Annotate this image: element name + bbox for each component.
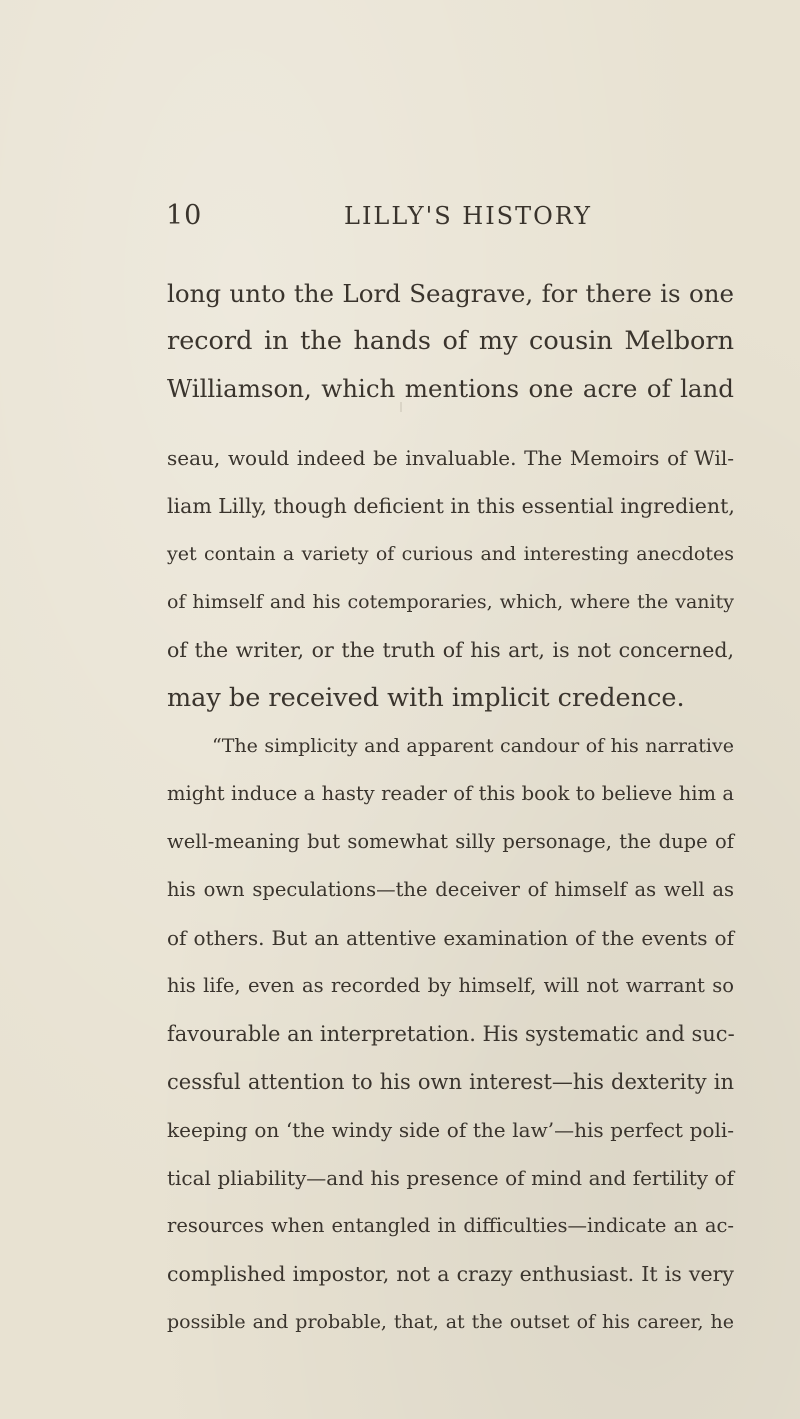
- page-number: 10: [166, 200, 203, 231]
- text-line: record in the hands of my cousin Melborn: [167, 326, 734, 356]
- running-head: LILLY'S HISTORY: [344, 202, 592, 230]
- text-line: “The simplicity and apparent candour of his narrative: [212, 735, 734, 757]
- text-line: seau, would indeed be invaluable. The Memoirs of Wil-: [167, 446, 734, 470]
- text-line: may be received with implicit credence.: [167, 683, 685, 713]
- text-line: Williamson, which mentions one acre of land: [167, 374, 734, 403]
- text-line: of others. But an attentive examination of the events of: [167, 926, 734, 950]
- text-line: cessful attention to his own interest—his dexterity in: [167, 1070, 734, 1094]
- text-line: liam Lilly, though deficient in this essential ingredient,: [167, 494, 735, 518]
- text-line: resources when entangled in difficulties—indicate an ac-: [167, 1214, 734, 1237]
- text-line: his own speculations—the deceiver of himself as well as: [167, 878, 734, 901]
- text-line: of himself and his cotemporaries, which, where the vanity: [167, 591, 734, 613]
- text-line: complished impostor, not a crazy enthusiast. It is very: [167, 1262, 734, 1286]
- text-line: his life, even as recorded by himself, will not warrant so: [167, 974, 734, 997]
- text-line: long unto the Lord Seagrave, for there is one: [167, 279, 734, 308]
- text-line: might induce a hasty reader of this book to believe him a: [167, 782, 734, 805]
- text-line: favourable an interpretation. His systematic and suc-: [167, 1022, 735, 1046]
- text-line: of the writer, or the truth of his art, is not concerned,: [167, 638, 734, 662]
- page-gap-mark: [400, 402, 402, 412]
- text-line: yet contain a variety of curious and interesting anecdotes: [167, 543, 734, 565]
- text-line: possible and probable, that, at the outset of his career, he: [167, 1311, 734, 1333]
- page-header: [0, 200, 800, 240]
- text-line: tical pliability—and his presence of mind and fertility of: [167, 1166, 734, 1190]
- text-line: keeping on ‘the windy side of the law’—his perfect poli-: [167, 1118, 734, 1142]
- text-line: well-meaning but somewhat silly personage, the dupe of: [167, 830, 734, 853]
